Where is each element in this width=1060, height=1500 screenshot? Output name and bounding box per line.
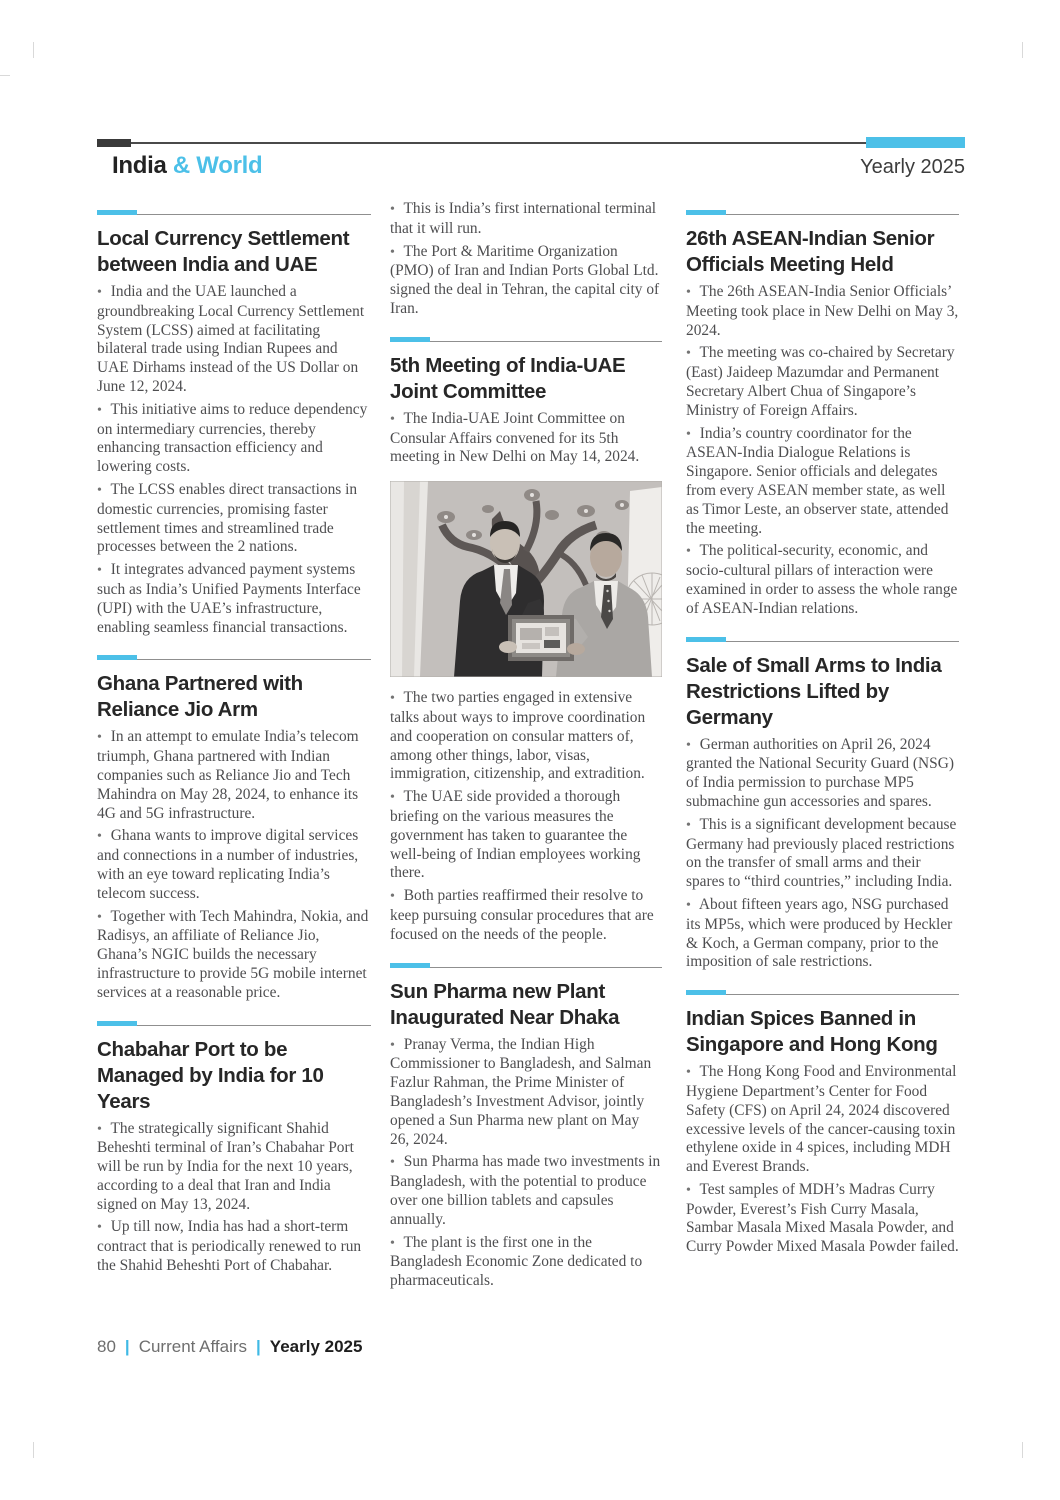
bullet-item: • The Hong Kong Food and Environmental Hygiene Department’s Center for Food Safety (CFS) on April 24, 2024 discovered excessive levels of the cancer-causing toxin ethylene oxide in 4 spices, including MDH and Everest Brands. (686, 1063, 957, 1176)
section-heading: Sale of Small Arms to India Restrictions Lifted by Germany (686, 653, 942, 729)
rule-line (97, 659, 371, 660)
bullet-item: • Sun Pharma has made two investments in Bangladesh, with the potential to produce over one billion tablets and capsules annually. (390, 1153, 661, 1228)
rule-line (686, 641, 959, 642)
article-section (390, 959, 662, 1291)
bullet-item: • The LCSS enables direct transactions in domestic currencies, promising faster settlement times and streamlined trade processes between the 2 nations. (97, 480, 358, 556)
bullet-icon: • (97, 285, 102, 300)
bullet-group (390, 689, 662, 944)
bullet-item: • The India-UAE Joint Committee on Consular Affairs convened for its 5th meeting in New Delhi on May 14, 2024. (390, 409, 640, 466)
rule-accent-bar (686, 637, 726, 642)
news-photo-graphic (390, 481, 662, 677)
rule-line (390, 967, 662, 968)
bullet-icon: • (390, 244, 395, 260)
news-photo (390, 481, 662, 677)
bullet-item: • Pranay Verma, the Indian High Commissioner to Bangladesh, and Salman Fazlur Rahman, the Prime Minister of Bangladesh’s Investment Advisor, jointly opened a Sun Pharma new plant on May 26, 2024. (390, 1035, 652, 1148)
bullet-icon: • (97, 563, 102, 579)
header-accent-bar (866, 137, 965, 148)
rule-line (97, 1025, 371, 1026)
crop-mark (1022, 42, 1023, 58)
rule-accent-bar (97, 1021, 137, 1026)
section-rule (390, 333, 662, 345)
bullet-icon: • (97, 829, 102, 845)
crop-mark (0, 75, 10, 76)
edition-label: Yearly 2025 (860, 156, 965, 178)
rule-line (686, 214, 959, 215)
bullet-item: • The meeting was co-chaired by Secretary (East) Jaideep Mazumdar and Permanent Secretary Albert Chua of Singapore’s Ministry of Foreign Affairs. (686, 344, 955, 419)
bullet-icon: • (97, 1121, 102, 1137)
header-rule-cap (97, 139, 131, 147)
section-heading: 26th ASEAN-Indian Senior Officials Meeting Held (686, 227, 935, 276)
article-section (97, 651, 371, 1002)
bullet-item: • The plant is the first one in the Bangladesh Economic Zone dedicated to pharmaceuticals. (390, 1233, 643, 1290)
section-rule (686, 206, 959, 218)
bullet-icon: • (390, 1037, 395, 1053)
crop-mark (33, 1442, 34, 1458)
page-footer (97, 1337, 362, 1357)
bullet-icon: • (686, 285, 691, 300)
bullet-item: • This initiative aims to reduce dependency on intermediary currencies, thereby enhancing transaction efficiency and lowering costs. (97, 400, 368, 476)
bullet-group (390, 200, 662, 319)
bullet-item: • It integrates advanced payment systems such as India’s Unified Payments Interface (UPI) with the UAE’s infrastructure, enabling seamless financial transactions. (97, 561, 361, 636)
bullet-icon: • (390, 889, 395, 905)
header-rule (97, 142, 868, 144)
rule-accent-bar (390, 963, 430, 968)
rule-line (686, 994, 959, 995)
bullet-item: • Test samples of MDH’s Madras Curry Powder, Everest’s Fish Curry Masala, Sambar Masala Mixed Masala Powder, and Curry Powder Mixed Masala Powder failed. (686, 1180, 959, 1256)
bullet-item: • In an attempt to emulate India’s telecom triumph, Ghana partnered with Indian companies such as Reliance Jio and Tech Mahindra on May 28, 2024, to enhance its 4G and 5G infrastructure. (97, 728, 359, 822)
section-heading: Ghana Partnered with Reliance Jio Arm (97, 672, 303, 722)
bullet-item: • Together with Tech Mahindra, Nokia, and Radisys, an affiliate of Reliance Jio, Ghana’s NGIC builds the necessary infrastructure to provide 5G mobile internet services at a reasonable price. (97, 907, 369, 1001)
section-rule (686, 633, 959, 645)
bullet-item: • German authorities on April 26, 2024 granted the National Security Guard (NSG) of India permission to purchase MP5 submachine gun accessories and spares. (686, 735, 954, 810)
bullet-icon: • (686, 544, 691, 560)
article-section (97, 206, 371, 637)
article-section (686, 986, 959, 1257)
bullet-icon: • (390, 202, 395, 217)
bullet-icon: • (390, 411, 395, 427)
rule-accent-bar (97, 210, 137, 215)
bullet-item: • Both parties reaffirmed their resolve to keep pursuing consular procedures that are focused on the needs of the people. (390, 887, 654, 943)
bullet-item: • The 26th ASEAN-India Senior Officials’ Meeting took place in New Delhi on May 3, 2024. (686, 283, 959, 339)
bullet-icon: • (97, 730, 102, 746)
crop-mark (1022, 1442, 1023, 1458)
bullet-icon: • (97, 1220, 102, 1236)
section-heading: Local Currency Settlement between India and UAE (97, 227, 350, 276)
bullet-icon: • (390, 1155, 395, 1171)
rule-line (97, 214, 371, 215)
footer-edition: Yearly 2025 (269, 1337, 363, 1356)
page-number: 80 (97, 1337, 116, 1356)
section-heading: Sun Pharma new Plant Inaugurated Near Dhaka (390, 979, 620, 1029)
column-3 (686, 200, 959, 1271)
bullet-item: • Up till now, India has had a short-term contract that is periodically renewed to run the Shahid Beheshti Port of Chabahar. (97, 1218, 362, 1275)
bullet-icon: • (97, 402, 102, 418)
bullet-icon: • (686, 1182, 691, 1198)
bullet-item: • This is India’s first international terminal that it will run. (390, 200, 657, 237)
section-title (112, 152, 262, 180)
bullet-item: • India’s country coordinator for the ASEAN-India Dialogue Relations is Singapore. Senior officials and delegates from every ASEAN member state, as well as Timor Leste, an observer state, attended the meeting. (686, 424, 949, 537)
bullet-item: • About fifteen years ago, NSG purchased its MP5s, which were produced by Heckler & Koch, a German company, prior to the imposition of sale restrictions. (686, 895, 953, 971)
column-2 (390, 200, 662, 1305)
bullet-icon: • (686, 1065, 691, 1081)
section-rule (97, 206, 371, 218)
section-title-india: India (112, 152, 167, 179)
article-section (390, 333, 662, 467)
bullet-item: • The two parties engaged in extensive talks about ways to improve coordination and cooperation on consular matters of, among other things, labor, visas, immigration, citizenship, and extradition. (390, 689, 646, 783)
section-title-world: & World (172, 152, 263, 179)
bullet-icon: • (97, 909, 102, 925)
crop-mark (33, 42, 34, 58)
footer-separator: | (256, 1337, 261, 1356)
bullet-item: • The strategically significant Shahid Beheshti terminal of Iran’s Chabahar Port will be run by India for the next 10 years, according to a deal that Iran and India signed on May 13, 2024. (97, 1119, 354, 1213)
footer-separator: | (124, 1337, 130, 1356)
bullet-icon: • (686, 346, 691, 362)
section-heading: Indian Spices Banned in Singapore and Hong Kong (686, 1007, 938, 1057)
bullet-item: • Ghana wants to improve digital services and connections in a number of industries, with an eye toward replicating India’s telecom success. (97, 827, 359, 902)
section-rule (686, 986, 959, 998)
bullet-icon: • (686, 817, 691, 833)
section-rule (390, 959, 662, 971)
rule-accent-bar (686, 210, 726, 215)
bullet-item: • The UAE side provided a thorough briefing on the various measures the government has taken to guarantee the well-being of Indian employees working there. (390, 788, 641, 882)
rule-accent-bar (390, 337, 430, 342)
bullet-icon: • (390, 1235, 395, 1251)
rule-accent-bar (686, 990, 726, 995)
section-heading: 5th Meeting of India-UAE Joint Committee (390, 353, 626, 403)
bullet-icon: • (686, 737, 691, 753)
section-rule (97, 1017, 371, 1029)
article-section (686, 206, 959, 619)
bullet-icon: • (686, 897, 691, 913)
bullet-icon: • (390, 790, 395, 806)
rule-line (390, 341, 662, 342)
section-rule (97, 651, 371, 663)
article-section (686, 633, 959, 973)
bullet-item: • The Port & Maritime Organization (PMO) of Iran and Indian Ports Global Ltd. signed the deal in Tehran, the capital city of Iran. (390, 242, 660, 317)
article-section (97, 1017, 371, 1276)
bullet-icon: • (686, 426, 691, 442)
magazine-name: Current Affairs (138, 1337, 248, 1356)
bullet-icon: • (390, 691, 395, 707)
bullet-icon: • (97, 482, 102, 498)
rule-accent-bar (97, 655, 137, 660)
bullet-item: • The political-security, economic, and socio-cultural pillars of interaction were examined in order to assess the whole range of ASEAN-Indian relations. (686, 542, 958, 617)
section-heading: Chabahar Port to be Managed by India for 10 Years (97, 1037, 324, 1113)
column-1 (97, 200, 371, 1290)
bullet-item: • This is a significant development because Germany had previously placed restrictions on the transfer of small arms and their spares to “third countries,” including India. (686, 815, 957, 891)
bullet-item: • India and the UAE launched a groundbreaking Local Currency Settlement System (LCSS) aimed at facilitating bilateral trade using Indian Rupees and UAE Dirhams instead of the US Dollar on June 12, 2024. (97, 283, 365, 395)
